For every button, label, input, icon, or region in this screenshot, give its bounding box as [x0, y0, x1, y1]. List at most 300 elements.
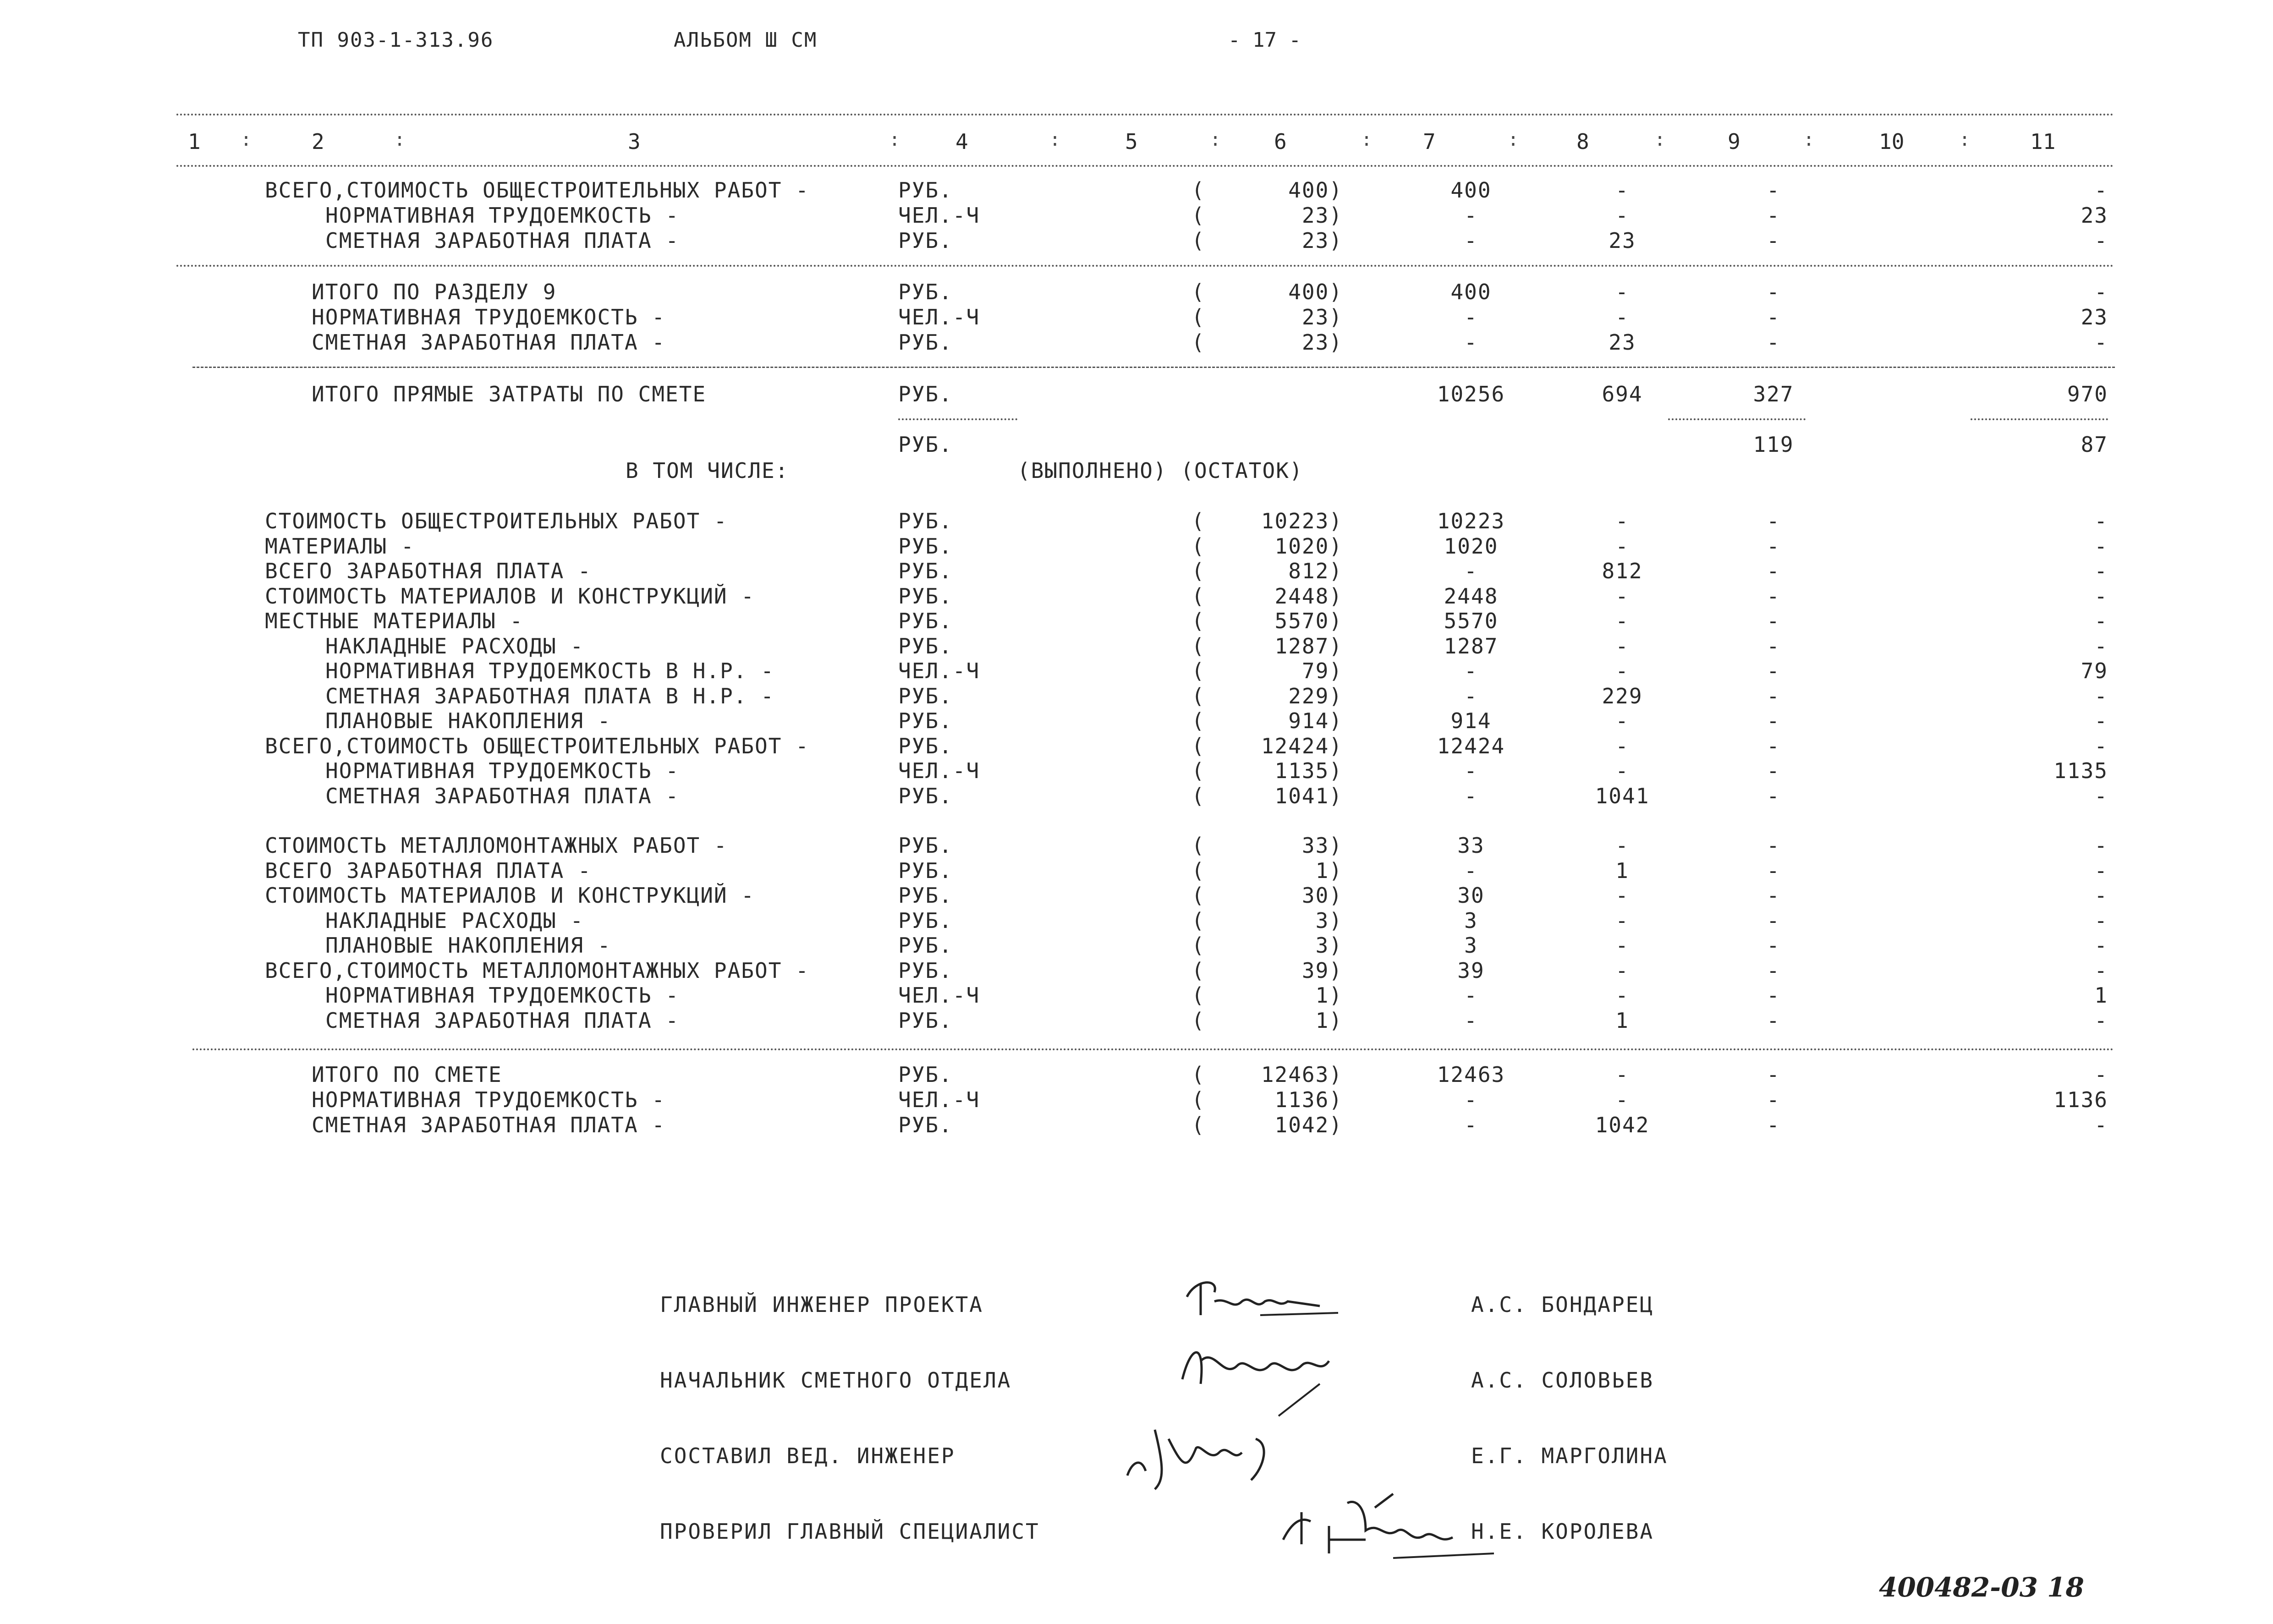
row-label: ВСЕГО ЗАРАБОТНАЯ ПЛАТА - — [265, 559, 592, 583]
row-c11: - — [2094, 609, 2108, 633]
row-c9: - — [1767, 1087, 1780, 1112]
direct-costs-unit-2: РУБ. — [898, 432, 953, 457]
column-number: 3 — [628, 129, 641, 154]
row-c6: 1042) — [1274, 1113, 1343, 1137]
row-c9: - — [1767, 203, 1780, 228]
row-c8: - — [1615, 583, 1629, 609]
table-row — [0, 203, 2273, 229]
row-label: СТОИМОСТЬ МАТЕРИАЛОВ И КОНСТРУКЦИЙ - — [265, 883, 755, 908]
row-c8: - — [1615, 833, 1629, 858]
row-unit: РУБ. — [898, 330, 953, 355]
table-row — [0, 305, 2273, 330]
row-c11: - — [2094, 583, 2108, 609]
row-c9: - — [1767, 1008, 1780, 1033]
row-c8: - — [1615, 708, 1629, 733]
row-c9: - — [1767, 178, 1780, 203]
table-row — [0, 559, 2273, 584]
row-unit: РУБ. — [898, 783, 953, 808]
row-c6: 79) — [1301, 658, 1343, 683]
row-c7: - — [1464, 1087, 1478, 1112]
row-c6: 812) — [1288, 559, 1343, 583]
row-c6: 1041) — [1274, 783, 1343, 808]
signature-image-2 — [1173, 1329, 1366, 1421]
row-c6: 3) — [1315, 933, 1343, 958]
row-c9: - — [1767, 983, 1780, 1008]
row-c7: - — [1464, 305, 1478, 329]
table-row — [0, 609, 2273, 634]
row-c9: - — [1767, 908, 1780, 933]
row-c11: - — [2094, 178, 2108, 203]
row-c7: 12463 — [1437, 1062, 1505, 1087]
separator-block2 — [192, 367, 2115, 368]
row-c7: - — [1464, 1113, 1478, 1137]
open-paren: ( — [1191, 633, 1205, 658]
open-paren: ( — [1191, 1062, 1205, 1087]
row-c6: 23) — [1301, 228, 1343, 253]
open-paren: ( — [1191, 933, 1205, 958]
row-label: ПЛАНОВЫЕ НАКОПЛЕНИЯ - — [325, 933, 611, 958]
direct-costs-label: ИТОГО ПРЯМЫЕ ЗАТРАТЫ ПО СМЕТЕ — [312, 382, 707, 406]
table-row — [0, 534, 2273, 560]
row-label: СМЕТНАЯ ЗАРАБОТНАЯ ПЛАТА - — [325, 228, 680, 253]
direct-costs-row — [0, 382, 2273, 407]
row-c7: 1020 — [1444, 533, 1499, 559]
open-paren: ( — [1191, 228, 1205, 253]
row-c11: - — [2094, 908, 2108, 933]
open-paren: ( — [1191, 783, 1205, 808]
row-c6: 1136) — [1274, 1087, 1343, 1112]
doc-code: ТП 903-1-313.96 — [298, 28, 494, 52]
table-row — [0, 1087, 2273, 1113]
column-number: 5 — [1125, 129, 1138, 154]
direct-costs-row-2 — [0, 432, 2273, 458]
row-unit: РУБ. — [898, 559, 953, 583]
table-row — [0, 330, 2273, 356]
table-row — [0, 1062, 2273, 1088]
row-unit: РУБ. — [898, 958, 953, 983]
table-row — [0, 958, 2273, 984]
row-c8: - — [1615, 1062, 1629, 1087]
row-c6: 1287) — [1274, 633, 1343, 658]
row-c7: - — [1464, 858, 1478, 883]
row-c9: - — [1767, 509, 1780, 533]
row-c9: - — [1767, 280, 1780, 304]
row-c11: 23 — [2081, 203, 2108, 228]
row-c6: 5570) — [1274, 609, 1343, 633]
row-c6: 1) — [1315, 858, 1343, 883]
row-c8: - — [1615, 758, 1629, 783]
row-c7: 3 — [1464, 908, 1478, 933]
signature-name: Н.Е. КОРОЛЕВА — [1471, 1519, 1654, 1544]
row-c6: 33) — [1301, 833, 1343, 858]
column-number: 6 — [1274, 129, 1287, 154]
row-label: НОРМАТИВНАЯ ТРУДОЕМКОСТЬ - — [325, 203, 680, 228]
row-c11: - — [2094, 883, 2108, 908]
row-c8: - — [1615, 280, 1629, 304]
row-c11: 1136 — [2053, 1087, 2108, 1112]
row-c6: 12424) — [1261, 733, 1343, 758]
open-paren: ( — [1191, 1008, 1205, 1033]
row-c8: 229 — [1602, 683, 1643, 708]
row-c11: - — [2094, 228, 2108, 253]
row-unit: РУБ. — [898, 883, 953, 908]
row-c9: - — [1767, 633, 1780, 658]
row-label: ИТОГО ПО СМЕТЕ — [312, 1062, 502, 1087]
row-c8: 1041 — [1595, 783, 1650, 808]
table-row — [0, 684, 2273, 709]
row-c6: 12463) — [1261, 1062, 1343, 1087]
row-c8: - — [1615, 908, 1629, 933]
row-unit: РУБ. — [898, 733, 953, 758]
column-separator: : — [1049, 129, 1061, 150]
row-c9: - — [1767, 658, 1780, 683]
row-c8: 812 — [1602, 559, 1643, 583]
row-c7: - — [1464, 983, 1478, 1008]
row-c7: - — [1464, 203, 1478, 228]
row-c8: - — [1615, 609, 1629, 633]
row-c9: - — [1767, 583, 1780, 609]
row-label: ВСЕГО,СТОИМОСТЬ МЕТАЛЛОМОНТАЖНЫХ РАБОТ - — [265, 958, 809, 983]
row-c6: 1135) — [1274, 758, 1343, 783]
open-paren: ( — [1191, 509, 1205, 533]
table-row — [0, 509, 2273, 534]
row-c9: - — [1767, 733, 1780, 758]
row-unit: РУБ. — [898, 280, 953, 304]
row-c7: 12424 — [1437, 733, 1505, 758]
row-c8: - — [1615, 983, 1629, 1008]
row-c8: - — [1615, 733, 1629, 758]
row-c11: 1135 — [2053, 758, 2108, 783]
signature-name: А.С. БОНДАРЕЦ — [1471, 1292, 1654, 1317]
table-top-rule — [176, 114, 2115, 115]
row-c9: - — [1767, 1113, 1780, 1137]
row-c9: - — [1767, 559, 1780, 583]
row-c7: - — [1464, 1008, 1478, 1033]
album-label: АЛЬБОМ Ш СМ — [674, 28, 818, 52]
row-unit: ЧЕЛ.-Ч — [898, 983, 980, 1008]
row-unit: РУБ. — [898, 633, 953, 658]
open-paren: ( — [1191, 305, 1205, 329]
row-c8: - — [1615, 633, 1629, 658]
row-c6: 1020) — [1274, 533, 1343, 559]
column-number: 2 — [312, 129, 324, 154]
column-number: 10 — [1879, 129, 1905, 154]
row-unit: РУБ. — [898, 1062, 953, 1087]
including-row — [0, 458, 2273, 484]
row-c7: 2448 — [1444, 583, 1499, 609]
row-label: МАТЕРИАЛЫ - — [265, 533, 415, 559]
table-row — [0, 784, 2273, 809]
row-c6: 400) — [1288, 178, 1343, 203]
row-c11: 1 — [2094, 983, 2108, 1008]
row-unit: РУБ. — [898, 858, 953, 883]
table-row — [0, 708, 2273, 734]
row-label: НОРМАТИВНАЯ ТРУДОЕМКОСТЬ - — [325, 983, 680, 1008]
row-label: СМЕТНАЯ ЗАРАБОТНАЯ ПЛАТА - — [325, 783, 680, 808]
header-bottom-rule — [176, 165, 2115, 167]
row-unit: РУБ. — [898, 708, 953, 733]
underline-c9 — [1668, 418, 1806, 420]
separator-block4 — [192, 1048, 2115, 1050]
row-c9: - — [1767, 708, 1780, 733]
row-c11: - — [2094, 1008, 2108, 1033]
open-paren: ( — [1191, 1113, 1205, 1137]
table-row — [0, 280, 2273, 305]
row-c7: 33 — [1457, 833, 1485, 858]
row-unit: РУБ. — [898, 908, 953, 933]
open-paren: ( — [1191, 883, 1205, 908]
row-label: НАКЛАДНЫЕ РАСХОДЫ - — [325, 908, 584, 933]
direct-costs-unit: РУБ. — [898, 382, 953, 406]
row-label: МЕСТНЫЕ МАТЕРИАЛЫ - — [265, 609, 524, 633]
row-c6: 2448) — [1274, 583, 1343, 609]
row-c6: 23) — [1301, 330, 1343, 355]
row-c7: - — [1464, 783, 1478, 808]
table-row — [0, 883, 2273, 909]
row-c6: 39) — [1301, 958, 1343, 983]
table-row — [0, 833, 2273, 859]
row-unit: РУБ. — [898, 583, 953, 609]
row-c7: - — [1464, 658, 1478, 683]
row-c6: 23) — [1301, 305, 1343, 329]
row-label: ПЛАНОВЫЕ НАКОПЛЕНИЯ - — [325, 708, 611, 733]
row-c7: 914 — [1450, 708, 1492, 733]
row-c9: - — [1767, 883, 1780, 908]
open-paren: ( — [1191, 1087, 1205, 1112]
row-c11: 23 — [2081, 305, 2108, 329]
row-c11: - — [2094, 509, 2108, 533]
row-c6: 229) — [1288, 683, 1343, 708]
table-row — [0, 908, 2273, 934]
row-c7: 10223 — [1437, 509, 1505, 533]
row-c11: - — [2094, 783, 2108, 808]
row-label: СМЕТНАЯ ЗАРАБОТНАЯ ПЛАТА - — [312, 330, 666, 355]
table-row — [0, 228, 2273, 254]
row-c11: - — [2094, 633, 2108, 658]
signature-image-4 — [1274, 1476, 1531, 1567]
row-c6: 3) — [1315, 908, 1343, 933]
row-c8: - — [1615, 883, 1629, 908]
open-paren: ( — [1191, 533, 1205, 559]
row-c8: - — [1615, 203, 1629, 228]
row-c8: - — [1615, 933, 1629, 958]
row-unit: ЧЕЛ.-Ч — [898, 1087, 980, 1112]
row-c8: 23 — [1609, 228, 1636, 253]
row-unit: РУБ. — [898, 1113, 953, 1137]
row-label: НАКЛАДНЫЕ РАСХОДЫ - — [325, 633, 584, 658]
open-paren: ( — [1191, 203, 1205, 228]
row-label: СМЕТНАЯ ЗАРАБОТНАЯ ПЛАТА - — [325, 1008, 680, 1033]
row-c11: - — [2094, 833, 2108, 858]
row-c8: 1 — [1615, 1008, 1629, 1033]
row-c9: - — [1767, 758, 1780, 783]
underline-c11 — [1971, 418, 2108, 420]
open-paren: ( — [1191, 330, 1205, 355]
open-paren: ( — [1191, 609, 1205, 633]
direct-costs-c11: 970 — [2067, 382, 2108, 406]
row-c8: - — [1615, 178, 1629, 203]
open-paren: ( — [1191, 858, 1205, 883]
open-paren: ( — [1191, 280, 1205, 304]
row-c11: - — [2094, 958, 2108, 983]
open-paren: ( — [1191, 559, 1205, 583]
column-number: 8 — [1576, 129, 1589, 154]
row-label: ВСЕГО,СТОИМОСТЬ ОБЩЕСТРОИТЕЛЬНЫХ РАБОТ - — [265, 178, 809, 203]
table-row — [0, 858, 2273, 884]
row-c7: - — [1464, 559, 1478, 583]
table-row — [0, 933, 2273, 959]
row-unit: РУБ. — [898, 683, 953, 708]
row-c11: 79 — [2081, 658, 2108, 683]
row-c7: - — [1464, 330, 1478, 355]
row-unit: ЧЕЛ.-Ч — [898, 758, 980, 783]
row-c8: - — [1615, 658, 1629, 683]
open-paren: ( — [1191, 658, 1205, 683]
row-c11: - — [2094, 683, 2108, 708]
table-row — [0, 634, 2273, 659]
row-c11: - — [2094, 708, 2108, 733]
signature-image-1 — [1182, 1269, 1347, 1324]
row-label: НОРМАТИВНАЯ ТРУДОЕМКОСТЬ - — [325, 758, 680, 783]
row-c11: - — [2094, 559, 2108, 583]
open-paren: ( — [1191, 708, 1205, 733]
row-unit: РУБ. — [898, 933, 953, 958]
row-c7: 5570 — [1444, 609, 1499, 633]
row-c11: - — [2094, 330, 2108, 355]
direct-costs-c11-2: 87 — [2081, 432, 2108, 457]
row-c11: - — [2094, 858, 2108, 883]
column-number: 9 — [1728, 129, 1740, 154]
row-c9: - — [1767, 305, 1780, 329]
direct-costs-c9: 327 — [1753, 382, 1794, 406]
row-c6: 10223) — [1261, 509, 1343, 533]
row-c8: 23 — [1609, 330, 1636, 355]
row-c7: 400 — [1450, 280, 1492, 304]
page-number: - 17 - — [1228, 28, 1301, 52]
row-c8: 1042 — [1595, 1113, 1650, 1137]
table-row — [0, 734, 2273, 759]
table-row — [0, 584, 2273, 609]
row-c7: - — [1464, 683, 1478, 708]
row-unit: РУБ. — [898, 609, 953, 633]
including-label: В ТОМ ЧИСЛЕ: — [626, 458, 789, 483]
column-separator: : — [1959, 129, 1971, 150]
row-c9: - — [1767, 833, 1780, 858]
row-label: НОРМАТИВНАЯ ТРУДОЕМКОСТЬ - — [312, 305, 666, 329]
table-row — [0, 1008, 2273, 1034]
open-paren: ( — [1191, 733, 1205, 758]
column-separator: : — [889, 129, 900, 150]
row-c7: - — [1464, 758, 1478, 783]
row-c7: 1287 — [1444, 633, 1499, 658]
archive-stamp: 400482-03 18 — [1879, 1572, 2084, 1603]
row-c11: - — [2094, 733, 2108, 758]
row-label: СМЕТНАЯ ЗАРАБОТНАЯ ПЛАТА - — [312, 1113, 666, 1137]
signature-title: ГЛАВНЫЙ ИНЖЕНЕР ПРОЕКТА — [660, 1292, 983, 1317]
row-c8: 1 — [1615, 858, 1629, 883]
column-separator: : — [1508, 129, 1519, 150]
row-label: СТОИМОСТЬ ОБЩЕСТРОИТЕЛЬНЫХ РАБОТ - — [265, 509, 728, 533]
table-row — [0, 1113, 2273, 1138]
row-c7: 39 — [1457, 958, 1485, 983]
signature-title: НАЧАЛЬНИК СМЕТНОГО ОТДЕЛА — [660, 1368, 1012, 1393]
table-row — [0, 983, 2273, 1009]
column-number: 7 — [1423, 129, 1436, 154]
row-unit: РУБ. — [898, 533, 953, 559]
row-c9: - — [1767, 933, 1780, 958]
row-c11: - — [2094, 533, 2108, 559]
row-label: НОРМАТИВНАЯ ТРУДОЕМКОСТЬ В Н.Р. - — [325, 658, 774, 683]
row-c9: - — [1767, 330, 1780, 355]
direct-costs-c7: 10256 — [1437, 382, 1505, 406]
open-paren: ( — [1191, 583, 1205, 609]
signature-name: Е.Г. МАРГОЛИНА — [1471, 1443, 1668, 1468]
including-note: (ВЫПОЛНЕНО) (ОСТАТОК) — [1017, 458, 1303, 483]
row-c9: - — [1767, 958, 1780, 983]
column-number: 1 — [188, 129, 201, 154]
column-number: 11 — [2030, 129, 2056, 154]
row-c8: - — [1615, 509, 1629, 533]
row-label: СТОИМОСТЬ МЕТАЛЛОМОНТАЖНЫХ РАБОТ - — [265, 833, 728, 858]
column-separator: : — [394, 129, 406, 150]
row-c11: - — [2094, 1113, 2108, 1137]
open-paren: ( — [1191, 983, 1205, 1008]
direct-costs-c9-2: 119 — [1753, 432, 1794, 457]
open-paren: ( — [1191, 833, 1205, 858]
signature-title: ПРОВЕРИЛ ГЛАВНЫЙ СПЕЦИАЛИСТ — [660, 1519, 1040, 1544]
open-paren: ( — [1191, 683, 1205, 708]
row-c9: - — [1767, 609, 1780, 633]
row-unit: РУБ. — [898, 509, 953, 533]
open-paren: ( — [1191, 908, 1205, 933]
column-separator: : — [241, 129, 252, 150]
row-unit: РУБ. — [898, 833, 953, 858]
row-c6: 23) — [1301, 203, 1343, 228]
row-c9: - — [1767, 858, 1780, 883]
row-c6: 1) — [1315, 1008, 1343, 1033]
row-label: ИТОГО ПО РАЗДЕЛУ 9 — [312, 280, 557, 304]
open-paren: ( — [1191, 178, 1205, 203]
row-c7: 30 — [1457, 883, 1485, 908]
row-c6: 400) — [1288, 280, 1343, 304]
signature-title: СОСТАВИЛ ВЕД. ИНЖЕНЕР — [660, 1443, 955, 1468]
column-number: 4 — [955, 129, 968, 154]
row-c8: - — [1615, 958, 1629, 983]
row-c9: - — [1767, 1062, 1780, 1087]
table-row — [0, 758, 2273, 784]
row-c9: - — [1767, 783, 1780, 808]
direct-costs-c8: 694 — [1602, 382, 1643, 406]
row-label: ВСЕГО,СТОИМОСТЬ ОБЩЕСТРОИТЕЛЬНЫХ РАБОТ - — [265, 733, 809, 758]
row-c11: - — [2094, 933, 2108, 958]
column-separator: : — [1803, 129, 1815, 150]
column-separator: : — [1210, 129, 1221, 150]
row-c11: - — [2094, 1062, 2108, 1087]
row-unit: ЧЕЛ.-Ч — [898, 305, 980, 329]
row-c9: - — [1767, 683, 1780, 708]
signature-name: А.С. СОЛОВЬЕВ — [1471, 1368, 1654, 1393]
row-c9: - — [1767, 533, 1780, 559]
column-separator: : — [1361, 129, 1373, 150]
row-c11: - — [2094, 280, 2108, 304]
row-label: НОРМАТИВНАЯ ТРУДОЕМКОСТЬ - — [312, 1087, 666, 1112]
column-separator: : — [1654, 129, 1666, 150]
row-c8: - — [1615, 533, 1629, 559]
row-c6: 30) — [1301, 883, 1343, 908]
table-row — [0, 658, 2273, 684]
separator-block1 — [176, 265, 2115, 267]
row-unit: РУБ. — [898, 228, 953, 253]
